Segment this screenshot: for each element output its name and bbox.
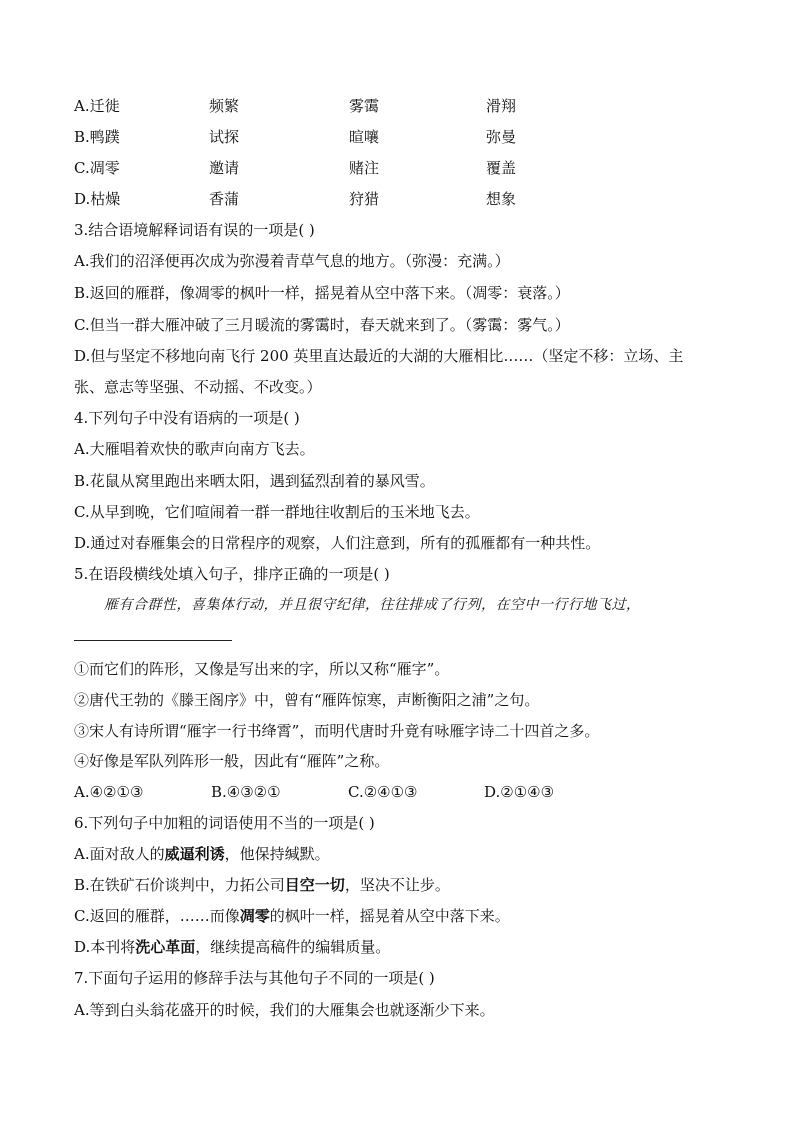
bold-term: 目空一切 (284, 876, 345, 894)
option-word: 赌注 (349, 159, 380, 177)
bold-term: 凋零 (239, 907, 270, 925)
q5-choice-a: A.④②①③ (74, 783, 144, 801)
q5-choice-b: B.④③②① (211, 783, 281, 801)
option-word: 频繁 (209, 97, 240, 115)
option-label: D.枯燥 (74, 190, 121, 208)
q5-stem: 5.在语段横线处填入句子，排序正确的一项是( ) (74, 565, 390, 583)
q6-option-c (74, 906, 510, 926)
q6-stem: 6.下列句子中加粗的词语使用不当的一项是( ) (74, 814, 375, 832)
option-text: ，坚决不让步。 (344, 876, 450, 894)
q5-choice-c: C.②④①③ (348, 783, 418, 801)
option-word: 雾霭 (349, 97, 380, 115)
q2-option-row-c (74, 158, 634, 178)
q4-option-a: A.大雁唱着欢快的歌声向南方飞去。 (74, 440, 315, 458)
q7-stem: 7.下面句子运用的修辞手法与其他句子不同的一项是( ) (74, 969, 435, 987)
option-word: 暄嚷 (349, 128, 380, 146)
option-text: ，他保持缄默。 (224, 845, 330, 863)
q5-choices (74, 782, 594, 802)
q5-sentence-1: ①而它们的阵形，又像是写出来的字，所以又称“雁字”。 (74, 660, 450, 678)
q4-option-d: D.通过对春雁集会的日常程序的观察，人们注意到，所有的孤雁都有一种共性。 (74, 534, 601, 552)
q7-option-a: A.等到白头翁花盛开的时候，我们的大雁集会也就逐渐少下来。 (74, 1001, 495, 1019)
option-word: 香蒲 (209, 190, 240, 208)
option-word: 想象 (486, 190, 517, 208)
option-text: ，继续提高稿件的编辑质量。 (195, 938, 391, 956)
q3-option-b: B.返回的雁群，像凋零的枫叶一样，摇晃着从空中落下来。（凋零：衰落。） (74, 284, 570, 302)
q6-option-b (74, 875, 450, 895)
option-text: B.在铁矿石价谈判中，力拓公司 (74, 876, 285, 894)
option-word: 滑翔 (486, 97, 517, 115)
option-word: 邀请 (209, 159, 240, 177)
q3-option-d-line1: D.但与坚定不移地向南飞行 200 英里直达最近的大湖的大雁相比……（坚定不移：立场、主 (74, 347, 684, 365)
option-text: D.本刊将 (74, 938, 136, 956)
fill-in-blank-line (74, 640, 232, 641)
q2-option-row-d (74, 189, 634, 209)
q6-option-a (74, 844, 330, 864)
q3-stem: 3.结合语境解释词语有误的一项是( ) (74, 221, 315, 239)
option-word: 狩猎 (349, 190, 380, 208)
q3-option-c: C.但当一群大雁冲破了三月暖流的雾霭时，春天就来到了。（雾霭：雾气。） (74, 316, 570, 334)
q3-option-a: A.我们的沼泽便再次成为弥漫着青草气息的地方。（弥漫：充满。） (74, 252, 510, 270)
q4-stem: 4.下列句子中没有语病的一项是( ) (74, 409, 300, 427)
q5-choice-d: D.②①④③ (484, 783, 555, 801)
option-label: C.凋零 (74, 159, 120, 177)
q6-option-d (74, 937, 390, 957)
option-word: 覆盖 (486, 159, 517, 177)
q3-option-d-line2: 张、意志等坚强、不动摇、不改变。） (74, 378, 322, 396)
option-label: A.迁徙 (74, 97, 120, 115)
bold-term: 洗心革面 (135, 938, 196, 956)
q2-option-row-a (74, 96, 634, 116)
bold-term: 威逼利诱 (164, 845, 225, 863)
q5-passage: 雁有合群性，喜集体行动，并且很守纪律，往往排成了行列，在空中一行行地飞过， (104, 597, 641, 613)
q2-option-row-b (74, 127, 634, 147)
option-text: A.面对敌人的 (74, 845, 165, 863)
option-word: 弥曼 (486, 128, 517, 146)
option-text: C.返回的雁群，……而像 (74, 907, 240, 925)
option-label: B.鸭蹼 (74, 128, 120, 146)
q4-option-c: C.从早到晚，它们喧闹着一群一群地往收割后的玉米地飞去。 (74, 503, 480, 521)
option-text: 的枫叶一样，摇晃着从空中落下来。 (269, 907, 510, 925)
q5-sentence-3: ③宋人有诗所谓“雁字一行书绛霄”，而明代唐时升竟有咏雁字诗二十四首之多。 (74, 722, 600, 740)
q4-option-b: B.花鼠从窝里跑出来晒太阳，遇到猛烈刮着的暴风雪。 (74, 472, 435, 490)
option-word: 试探 (209, 128, 240, 146)
q5-sentence-2: ②唐代王勃的《滕王阁序》中，曾有“雁阵惊寒，声断衡阳之浦”之句。 (74, 691, 540, 709)
q5-sentence-4: ④好像是军队列阵形一般，因此有“雁阵”之称。 (74, 752, 390, 770)
